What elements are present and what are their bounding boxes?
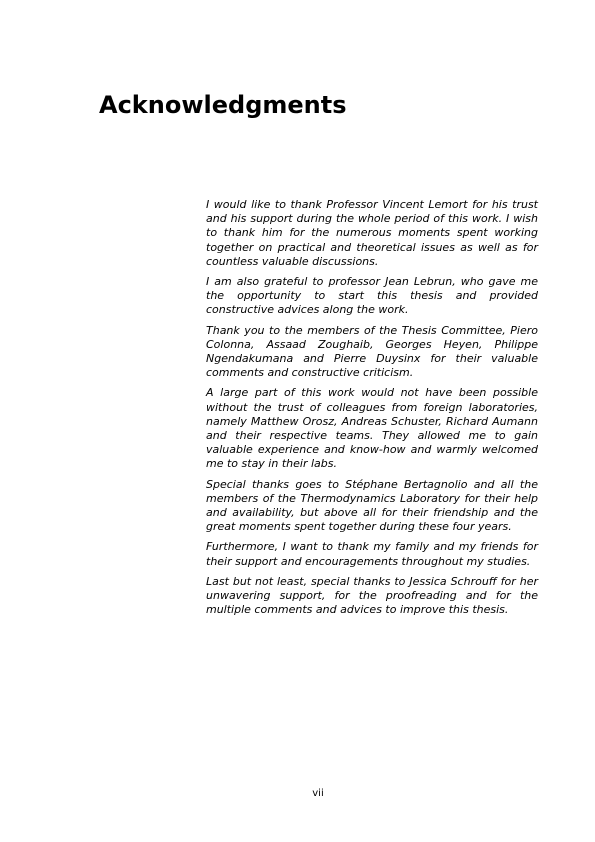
paragraph: Furthermore, I want to thank my family and my friends for their support and encouragements throughout my studies.	[206, 540, 538, 568]
paragraph: A large part of this work would not have been possible without the trust of colleagues from foreign laboratories, namely Matthew Orosz, Andreas Schuster, Richard Aumann and their respective teams. They allowed me to gain valuable experience and know-how and warmly welcomed me to stay in their labs.	[206, 386, 538, 471]
paragraph: I would like to thank Professor Vincent Lemort for his trust and his support during the whole period of this work. I wish to thank him for the numerous moments spent working together on practical and theoretical issues as well as for countless valuable discussions.	[206, 198, 538, 268]
paragraph: Special thanks goes to Stéphane Bertagnolio and all the members of the Thermodynamics Laboratory for their help and availability, but above all for their friendship and the great moments spent together during these four years.	[206, 477, 538, 534]
paragraph: Last but not least, special thanks to Jessica Schrouff for her unwavering support, for the proofreading and for the multiple comments and advices to improve this thesis.	[206, 574, 538, 617]
paragraph: I am also grateful to professor Jean Lebrun, who gave me the opportunity to start this thesis and provided constructive advices along the work.	[206, 275, 538, 317]
chapter-title: Acknowledgments	[99, 91, 347, 119]
paragraph: Thank you to the members of the Thesis Committee, Piero Colonna, Assaad Zoughaib, Georges Heyen, Philippe Ngendakumana and Pierre Duysinx for their valuable comments and constructive criticism.	[206, 323, 538, 380]
page-number: vii	[312, 788, 324, 799]
acknowledgments-body	[206, 198, 538, 623]
